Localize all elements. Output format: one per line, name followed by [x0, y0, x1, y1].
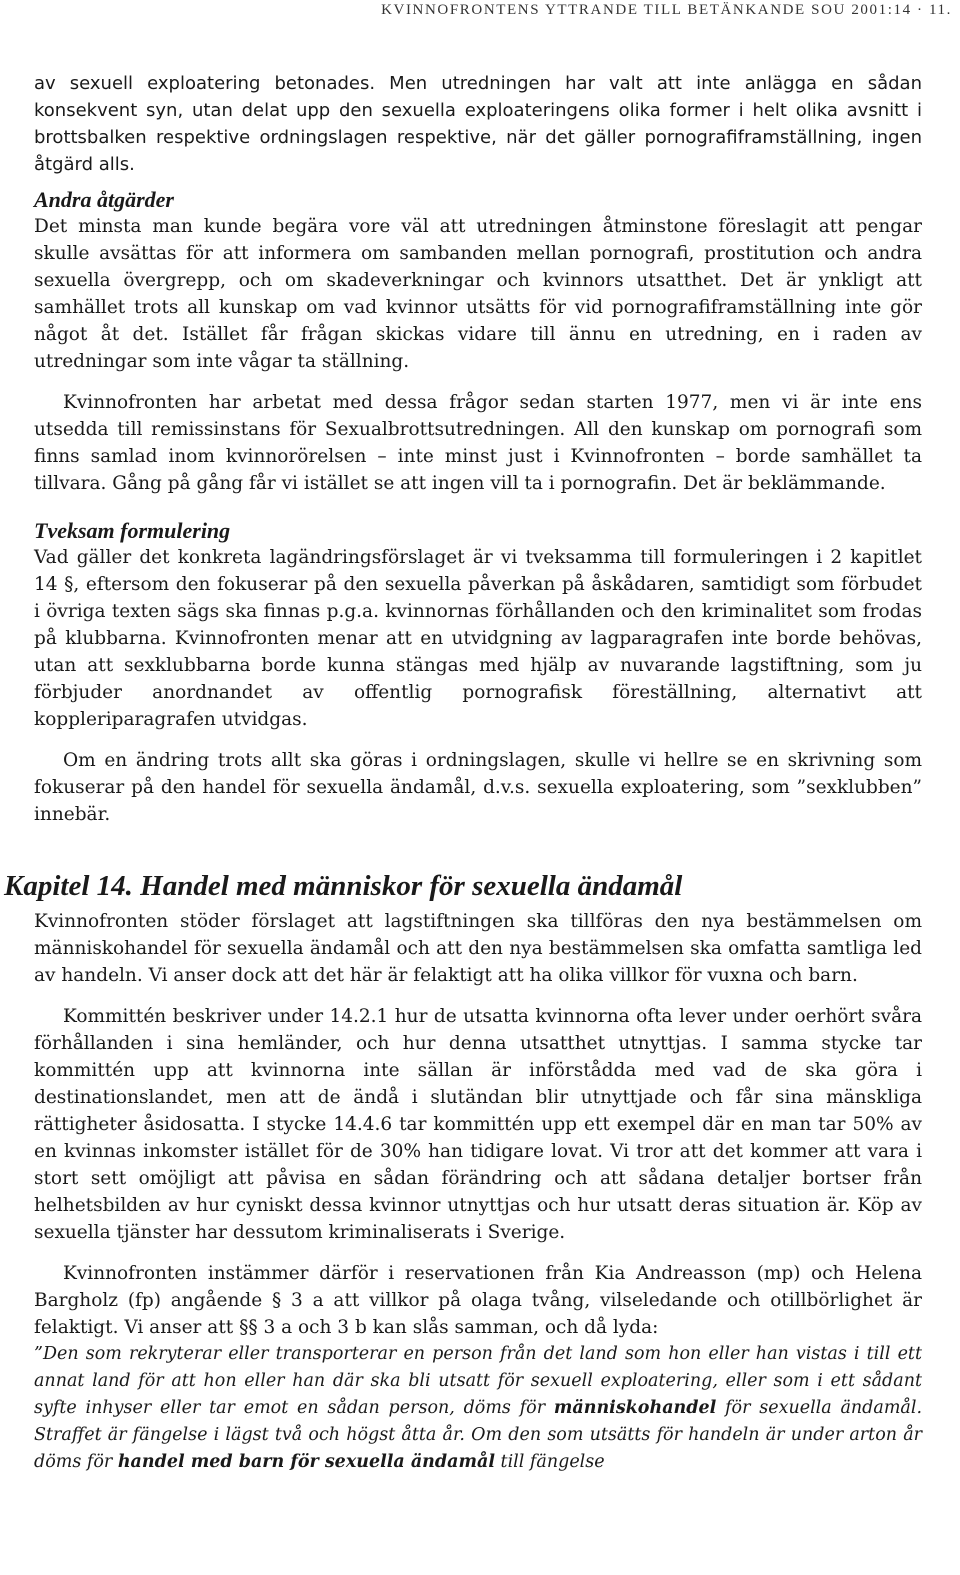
quote-part-2: för sexuella ändamål. Straffet är fängelse i lägst två och högst åtta år. Om den som utsätts för handeln är under arton år döms för	[34, 1398, 923, 1472]
chapter-heading: Kapitel 14. Handel med människor för sexuella ändamål	[4, 870, 683, 902]
paragraph-ordningslagen: Om en ändring trots allt ska göras i ordningslagen, skulle vi hellre se en skrivning som fokuserar på den handel för sexuella ändamål, d.v.s. sexuella exploatering, som ”sexklubben” innebär.	[34, 750, 922, 825]
heading-tveksam-formulering: Tveksam formulering	[34, 518, 231, 543]
paragraph-reservationen: Kvinnofronten instämmer därför i reservationen från Kia Andreasson (mp) och Helena Bargholz (fp) angående § 3 a att villkor på olaga tvång, vilseledande och otillbörlighet är felaktigt. Vi anser att §§ 3 a och 3 b kan slås samman, och då lyda:	[34, 1263, 922, 1338]
quote-part-1: ”Den som rekryterar eller transporterar en person från det land som hon eller han vistas i till ett annat land för att hon eller han där ska bli utsatt för sexuell exploatering, eller som i ett sådant syfte inhyser eller tar emot en sådan person, döms för	[34, 1344, 922, 1418]
law-quote	[34, 1341, 922, 1476]
paragraph-kvinnofronten-arbetat: Kvinnofronten har arbetat med dessa frågor sedan starten 1977, men vi är inte ens utsedda till remissinstans för Sexualbrottsutredningen. All den kunskap om pornografi som finns samlad inom kvinnorörelsen – inte minst just i Kvinnofronten – borde samhället ta tillvara. Gång på gång får vi istället se att ingen vill ta i pornografin. Det är beklämmande.	[34, 392, 922, 494]
paragraph-kommitten-beskriver: Kommittén beskriver under 14.2.1 hur de utsatta kvinnorna ofta lever under oerhört svåra förhållanden i sina hemländer, och hur denna utsatthet utnyttjas. I samma stycke tar kommittén upp att kvinnorna inte sällan är införstådda med vad de ska göra i destinationslandet, men att de ändå i slutändan blir utnyttjade och får sina mänskliga rättigheter åsidosatta. I stycke 14.4.6 tar kommittén upp ett exempel där en man tar 50% av en kvinnas inkomster istället för de 30% han tidigare lovat. Vi tror att det kommer att vara i stort sett omöjligt att påvisa en sådan förändring och att sådana detaljer bortser från helhetsbilden av hur cyniskt dessa kvinnor utnyttjas och hur utsatt deras situation är. Köp av sexuella tjänster har dessutom kriminaliserats i Sverige.	[34, 1006, 922, 1243]
paragraph-stoder-forslaget: Kvinnofronten stöder förslaget att lagstiftningen ska tillföras den nya bestämmelsen om människohandel för sexuella ändamål och att den nya bestämmelsen ska omfatta samtliga led av handeln. Vi anser dock att det här är felaktigt att ha olika villkor för vuxna och barn.	[34, 911, 922, 986]
running-head: KVINNOFRONTENS YTTRANDE TILL BETÄNKANDE SOU 2001:14 · 11.	[381, 2, 952, 18]
paragraph-lagandring: Vad gäller det konkreta lagändringsförslaget är vi tveksamma till formuleringen i 2 kapitlet 14 §, eftersom den fokuserar på den sexuella påverkan på åskådaren, samtidigt som förbudet i övriga texten sägs ska finnas p.g.a. kvinnornas förhållanden och den kriminalitet som frodas på klubbarna. Kvinnofronten menar att en utvidgning av lagparagrafen inte borde behövas, utan att sexklubbarna borde kunna stängas med hjälp av nuvarande lagstiftning, som ju förbjuder anordnandet av offentlig pornografisk föreställning, alternativt att koppleriparagrafen utvidgas.	[34, 547, 922, 730]
quote-bold-handel-med-barn: handel med barn för sexuella ändamål	[117, 1452, 495, 1472]
paragraph-andra-atgarder: Det minsta man kunde begära vore väl att utredningen åtminstone föreslagit att pengar skulle avsättas för att informera om sambanden mellan pornografi, prostitution och andra sexuella övergrepp, och om skadeverkningar och kvinnors utsatthet. Det är ynkligt att samhället trots all kunskap om vad kvinnor utsätts för vid pornografiframställning inte gör något åt det. Istället får frågan skickas vidare till ännu en utredning, en i raden av utredningar som inte vågar ta ställning.	[34, 216, 922, 372]
document-body	[4, 70, 923, 1476]
quote-part-3: till fängelse	[494, 1452, 605, 1472]
quote-bold-manniskohandel: människohandel	[553, 1398, 717, 1418]
paragraph-intro: av sexuell exploatering betonades. Men utredningen har valt att inte anlägga en sådan konsekvent syn, utan delat upp den sexuella exploateringens olika former i helt olika avsnitt i brottsbalken respektive ordningslagen respektive, när det gäller pornografiframställning, ingen åtgärd alls.	[34, 73, 922, 175]
heading-andra-atgarder: Andra åtgärder	[34, 187, 174, 212]
